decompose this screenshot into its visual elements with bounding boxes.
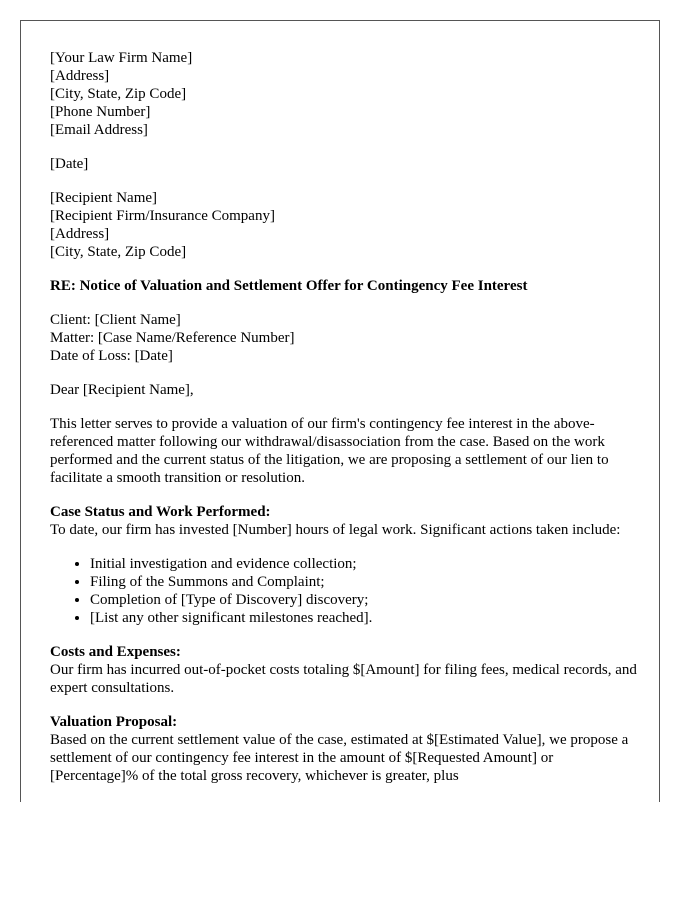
valuation-heading: Valuation Proposal:: [50, 714, 178, 730]
recipient-city-state-zip: [City, State, Zip Code]: [50, 244, 187, 260]
case-info-block: [50, 311, 640, 365]
list-item: • [List any other significant milestones reached].: [90, 609, 640, 627]
sender-firm-name: [Your Law Firm Name]: [50, 50, 193, 66]
case-status-section: [50, 503, 640, 627]
case-status-heading: Case Status and Work Performed:: [50, 504, 271, 520]
recipient-firm: [Recipient Firm/Insurance Company]: [50, 208, 275, 224]
letter-body: [50, 49, 640, 801]
case-client: Client: [Client Name]: [50, 312, 181, 328]
list-item: • Filing of the Summons and Complaint;: [90, 573, 640, 591]
letter-page: [20, 20, 660, 802]
intro-paragraph: This letter serves to provide a valuation of our firm's contingency fee interest in the above-referenced matter following our withdrawal/disassociation from the case. Based on the work performed and the current status of the litigation, we are proposing a settlement of our lien to facilitate a smooth transition or resolution.: [50, 416, 609, 486]
recipient-block: [50, 189, 640, 261]
list-item: • Completion of [Type of Discovery] discovery;: [90, 591, 640, 609]
sender-city-state-zip: [City, State, Zip Code]: [50, 86, 187, 102]
re-line: RE: Notice of Valuation and Settlement Offer for Contingency Fee Interest: [50, 278, 528, 294]
salutation: Dear [Recipient Name],: [50, 382, 194, 398]
case-matter: Matter: [Case Name/Reference Number]: [50, 330, 295, 346]
letter-date: [Date]: [50, 156, 89, 172]
costs-text: Our firm has incurred out-of-pocket costs totaling $[Amount] for filing fees, medical records, and expert consultations.: [50, 662, 637, 696]
costs-section: [50, 643, 640, 697]
list-item: • Initial investigation and evidence collection;: [90, 555, 640, 573]
case-status-text: To date, our firm has invested [Number] hours of legal work. Significant actions taken include:: [50, 522, 621, 538]
work-performed-list: [50, 555, 640, 627]
valuation-text: Based on the current settlement value of the case, estimated at $[Estimated Value], we propose a settlement of our contingency fee interest in the amount of $[Requested Amount] or [Percentage]% of the total gross recovery, whichever is greater, plus: [50, 732, 629, 784]
sender-phone: [Phone Number]: [50, 104, 151, 120]
sender-block: [50, 49, 640, 139]
recipient-name: [Recipient Name]: [50, 190, 158, 206]
valuation-section: [50, 713, 640, 785]
recipient-address: [Address]: [50, 226, 110, 242]
case-date-of-loss: Date of Loss: [Date]: [50, 348, 173, 364]
sender-email: [Email Address]: [50, 122, 148, 138]
sender-address: [Address]: [50, 68, 110, 84]
costs-heading: Costs and Expenses:: [50, 644, 181, 660]
